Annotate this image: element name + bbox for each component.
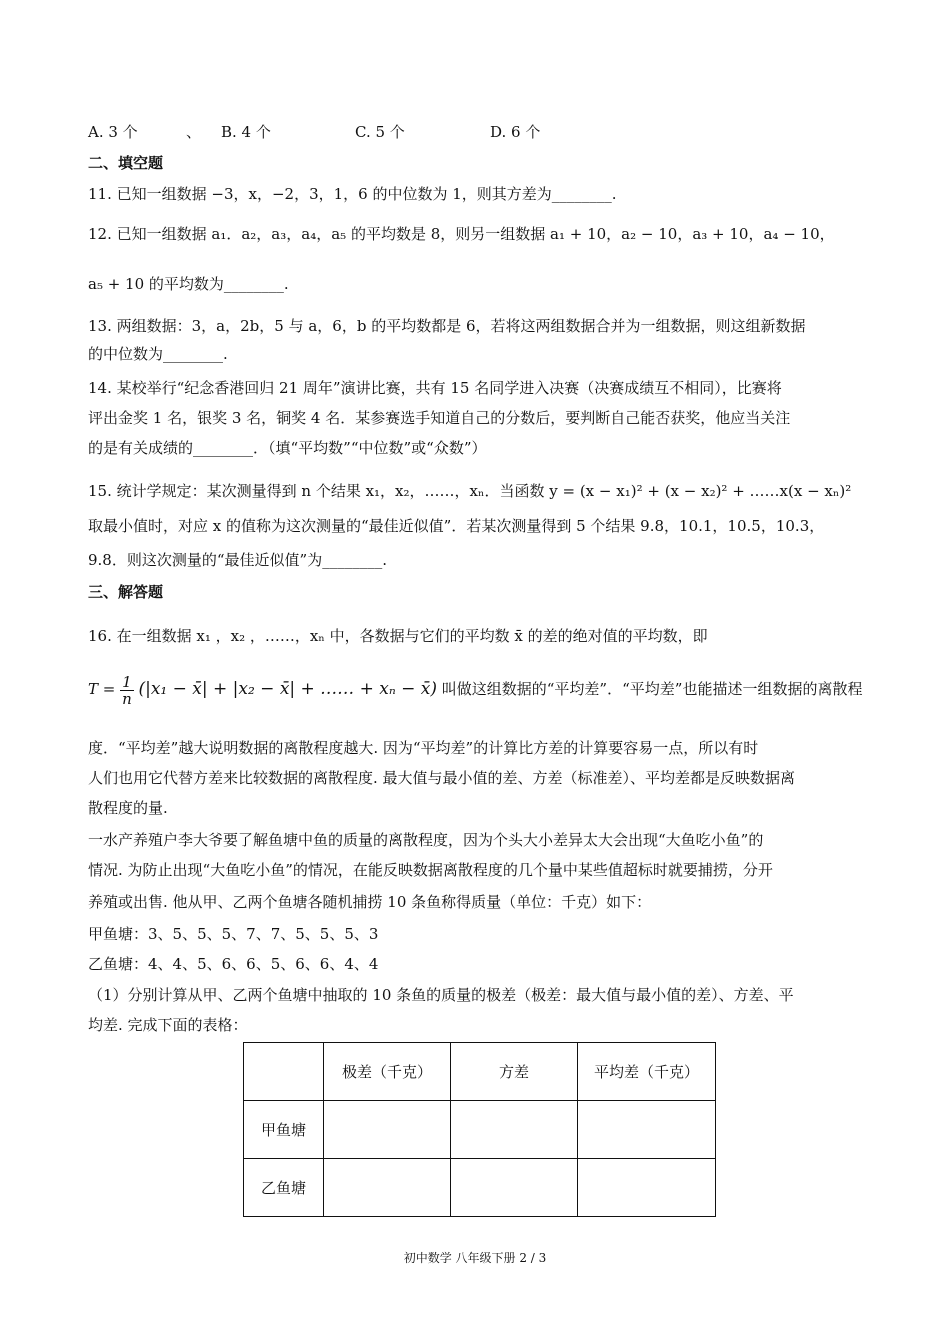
table-cell[interactable] <box>324 1159 451 1217</box>
formula-numerator: 1 <box>122 672 132 691</box>
table-header-cell: 方差 <box>451 1043 578 1101</box>
option-separator: 、 <box>186 123 202 141</box>
question-16-formula-line <box>88 670 862 708</box>
question-14-line-2: 评出金奖 1 名，银奖 3 名，铜奖 4 名．某参赛选手知道自己的分数后，要判断自己能否获奖，他应当关注 <box>88 409 791 427</box>
table-header-cell: 平均差（千克） <box>578 1043 716 1101</box>
option-c: C. 5 个 <box>355 123 405 141</box>
pond-b-data: 乙鱼塘：4、4、5、6、6、5、6、6、4、4 <box>88 955 379 973</box>
question-16-line-1: 16. 在一组数据 x₁ ，x₂ ，……，xₙ 中，各数据与它们的平均数 x̄ 的差的绝对值的平均数，即 <box>88 627 708 645</box>
table-row-label: 乙鱼塘 <box>244 1159 324 1217</box>
question-16-para2-line-1: 一水产养殖户李大爷要了解鱼塘中鱼的质量的离散程度，因为个头大小差异太大会出现“大鱼吃小鱼”的 <box>88 831 764 849</box>
table-row <box>244 1101 716 1159</box>
question-15-line-1: 15. 统计学规定：某次测量得到 n 个结果 x₁，x₂，……，xₙ．当函数 y = (x − x₁)² + (x − x₂)² + ……x(x − xₙ)² <box>88 482 852 500</box>
option-d: D. 6 个 <box>490 123 541 141</box>
table-header-cell <box>244 1043 324 1101</box>
question-13-line-1: 13. 两组数据：3，a，2b，5 与 a，6，b 的平均数都是 6，若将这两组数据合并为一组数据，则这组新数据 <box>88 317 806 335</box>
question-14-line-3: 的是有关成绩的________．（填“平均数”“中位数”或“众数”） <box>88 439 487 457</box>
table-header-row <box>244 1043 716 1101</box>
table-cell[interactable] <box>324 1101 451 1159</box>
statistics-table <box>243 1042 716 1217</box>
table-cell[interactable] <box>578 1101 716 1159</box>
table-row <box>244 1159 716 1217</box>
table-header-cell: 极差（千克） <box>324 1043 451 1101</box>
question-13-line-2: 的中位数为________. <box>88 345 228 363</box>
question-16-line-4: 人们也用它代替方差来比较数据的离散程度. 最大值与最小值的差、方差（标准差）、平均差都是反映数据离 <box>88 769 796 787</box>
question-16-para2-line-2: 情况. 为防止出现“大鱼吃小鱼”的情况，在能反映数据离散程度的几个量中某些值超标时就要捕捞，分开 <box>88 861 773 879</box>
formula-fraction <box>120 674 134 707</box>
table-cell[interactable] <box>451 1101 578 1159</box>
pond-a-data: 甲鱼塘：3、5、5、5、7、7、5、5、5、3 <box>88 925 379 943</box>
option-b: B. 4 个 <box>221 123 271 141</box>
question-12-line-2: a₅ + 10 的平均数为________. <box>88 275 289 293</box>
question-11: 11. 已知一组数据 −3，x，−2，3，1，6 的中位数为 1，则其方差为________. <box>88 185 617 203</box>
page-footer: 初中数学 八年级下册 2 / 3 <box>403 1251 547 1265</box>
table-cell[interactable] <box>451 1159 578 1217</box>
question-15-line-3: 9.8．则这次测量的“最佳近似值”为________. <box>88 551 387 569</box>
question-16-para2-line-3: 养殖或出售. 他从甲、乙两个鱼塘各随机捕捞 10 条鱼称得质量（单位：千克）如下： <box>88 893 652 911</box>
question-15-line-2: 取最小值时，对应 x 的值称为这次测量的“最佳近似值”．若某次测量得到 5 个结果 9.8，10.1，10.5，10.3， <box>88 517 825 535</box>
sub-question-1-line-2: 均差. 完成下面的表格： <box>88 1016 248 1034</box>
formula-body: (|x₁ − x̄| + |x₂ − x̄| + …… + xₙ − x̄) <box>138 679 437 699</box>
formula-t: T = <box>88 680 116 698</box>
table-row-label: 甲鱼塘 <box>244 1101 324 1159</box>
question-14-line-1: 14. 某校举行“纪念香港回归 21 周年”演讲比赛，共有 15 名同学进入决赛（决赛成绩互不相同），比赛将 <box>88 379 782 397</box>
formula-denominator: n <box>122 689 132 708</box>
question-12-line-1: 12. 已知一组数据 a₁．a₂，a₃，a₄，a₅ 的平均数是 8，则另一组数据 a₁ + 10，a₂ − 10，a₃ + 10，a₄ − 10， <box>88 225 835 243</box>
question-16-line-5: 散程度的量. <box>88 799 168 817</box>
sub-question-1-line-1: （1）分别计算从甲、乙两个鱼塘中抽取的 10 条鱼的质量的极差（极差：最大值与最小值的差）、方差、平 <box>88 986 794 1004</box>
option-a: A. 3 个 <box>88 123 138 141</box>
formula-tail: 叫做这组数据的“平均差”．“平均差”也能描述一组数据的离散程 <box>441 680 863 698</box>
section-title-fill-in: 二、填空题 <box>88 154 164 172</box>
section-title-answer: 三、解答题 <box>88 583 164 601</box>
question-16-line-3: 度．“平均差”越大说明数据的离散程度越大. 因为“平均差”的计算比方差的计算要容易一点，所以有时 <box>88 739 759 757</box>
table-cell[interactable] <box>578 1159 716 1217</box>
